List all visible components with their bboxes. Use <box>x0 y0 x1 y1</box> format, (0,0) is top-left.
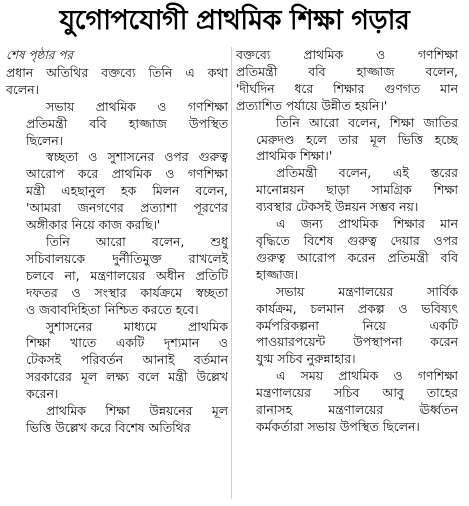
text-line: আরোপ করে প্রাথমিক ও গণশিক্ষা <box>26 166 228 182</box>
text-line: স্বচ্ছতা ও সুশাসনের ওপর গুরুত্ব <box>46 149 228 165</box>
text-line: মেরুদণ্ড হলে তার মূল ভিত্তি হচ্ছে <box>256 131 458 147</box>
text-line: পাওয়ারপয়েন্ট উপস্থাপনা করেন <box>256 334 458 350</box>
text-line: এ সময় প্রাথমিক ও গণশিক্ষা <box>276 368 458 384</box>
left-column-body <box>6 65 228 437</box>
paragraph <box>6 234 228 319</box>
text-line: প্রাথমিক শিক্ষা।' <box>256 148 333 164</box>
text-line: রানাসহ মন্ত্রণালয়ের ঊর্ধ্বতন <box>256 402 458 418</box>
text-line: শিক্ষা খাতে একটি দৃশ্যমান ও <box>26 335 228 351</box>
article-column-right <box>236 47 458 436</box>
text-line: প্রধান অতিথির বক্তব্যে তিনি এ কথা <box>6 64 228 80</box>
paragraph <box>6 319 228 404</box>
text-line: গুরুত্ব আরোপ করেন প্রতিমন্ত্রী ববি <box>256 249 458 265</box>
continued-from-label: শেষ পৃষ্ঠার পর <box>6 48 74 62</box>
text-line: প্রতিমন্ত্রী ববি হাজ্জাজ উপস্থিত <box>26 115 228 131</box>
paragraph <box>236 368 458 436</box>
text-line: অঙ্গীকার নিয়ে কাজ করছি।' <box>26 217 161 233</box>
text-line: বক্তব্যে প্রাথমিক ও গণশিক্ষা <box>236 47 458 62</box>
text-line: কার্যক্রম, চলমান প্রকল্প ও ভবিষ্যৎ <box>256 300 458 316</box>
paragraph <box>236 165 458 216</box>
text-line: প্রতিমন্ত্রী ববি হাজ্জাজ বলেন, <box>236 63 458 79</box>
text-line: টেকসই পরিবর্তন আনাই বর্তমান <box>26 352 228 368</box>
text-line: ও জবাবদিহিতা নিশ্চিত করতে হবে। <box>26 301 199 317</box>
text-line: সচিবালয়কে দুর্নীতিমুক্ত রাখলেই <box>26 250 228 266</box>
text-line: মন্ত্রণালয়ের সচিব আবু তাহের <box>256 385 458 401</box>
text-line: যুগ্ম সচিব নুরুন্নাহার। <box>256 351 356 367</box>
right-column-body <box>236 47 458 436</box>
text-line: ছিলেন। <box>26 132 64 148</box>
paragraph <box>236 47 458 115</box>
paragraph <box>6 65 228 99</box>
text-line: কর্মকর্তারা সভায় উপস্থিত ছিলেন। <box>256 418 420 434</box>
text-line: ভিত্তি উল্লেখ করে বিশেষ অতিথির <box>26 419 191 435</box>
headline: যুগোপযোগী প্রাথমিক শিক্ষা গড়ার <box>59 4 410 36</box>
text-line: মানোন্নয়ন ছাড়া সামগ্রিক শিক্ষা <box>256 182 458 198</box>
text-line: করেন। <box>26 386 59 402</box>
column-divider <box>231 47 232 499</box>
text-line: সরকারের মূল লক্ষ্য বলে মন্ত্রী উল্লেখ <box>26 369 228 385</box>
text-line: সভায় মন্ত্রণালয়ের সার্বিক <box>276 283 458 299</box>
article-column-left <box>6 47 228 437</box>
text-line: প্রতিমন্ত্রী বলেন, এই স্তরের <box>276 165 458 181</box>
text-line: সভায় প্রাথমিক ও গণশিক্ষা <box>46 98 228 114</box>
text-line: এ জন্য প্রাথমিক শিক্ষার মান <box>276 216 458 232</box>
text-line: হাজ্জাজ। <box>256 266 299 282</box>
text-line: প্রাথমিক শিক্ষা উন্নয়নের মূল <box>46 403 228 419</box>
paragraph <box>6 99 228 150</box>
text-line: তিনি আরো বলেন, শুধু <box>46 233 228 249</box>
text-line: দফতর ও সংস্থার কার্যক্রমে স্বচ্ছতা <box>26 284 228 300</box>
paragraph <box>236 284 458 369</box>
text-line: 'আমরা জনগণের প্রত্যাশা পূরণের <box>26 200 228 216</box>
paragraph <box>236 216 458 284</box>
text-line: মন্ত্রী এহছানুল হক মিলন বলেন, <box>26 183 228 199</box>
text-line: সুশাসনের মাধ্যমে প্রাথমিক <box>46 318 228 334</box>
text-line: চলবে না, মন্ত্রণালয়ের অধীন প্রতিটি <box>26 267 228 283</box>
paragraph <box>6 149 228 234</box>
text-line: বৃদ্ধিতে বিশেষ গুরুত্ব দেয়ার ওপর <box>256 232 458 248</box>
text-line: ব্যবস্থার টেকসই উন্নয়ন সম্ভব নয়। <box>256 199 419 215</box>
paragraph <box>6 403 228 437</box>
paragraph <box>236 115 458 166</box>
text-line: কর্মপরিকল্পনা নিয়ে একটি <box>256 317 458 333</box>
text-line: 'দীর্ঘদিন ধরে শিক্ষার গুণগত মান <box>236 80 458 96</box>
text-line: প্রত্যাশিত পর্যায়ে উন্নীত হয়নি।' <box>236 97 388 113</box>
text-line: বলেন। <box>6 81 39 97</box>
text-line: তিনি আরো বলেন, শিক্ষা জাতির <box>276 114 458 130</box>
